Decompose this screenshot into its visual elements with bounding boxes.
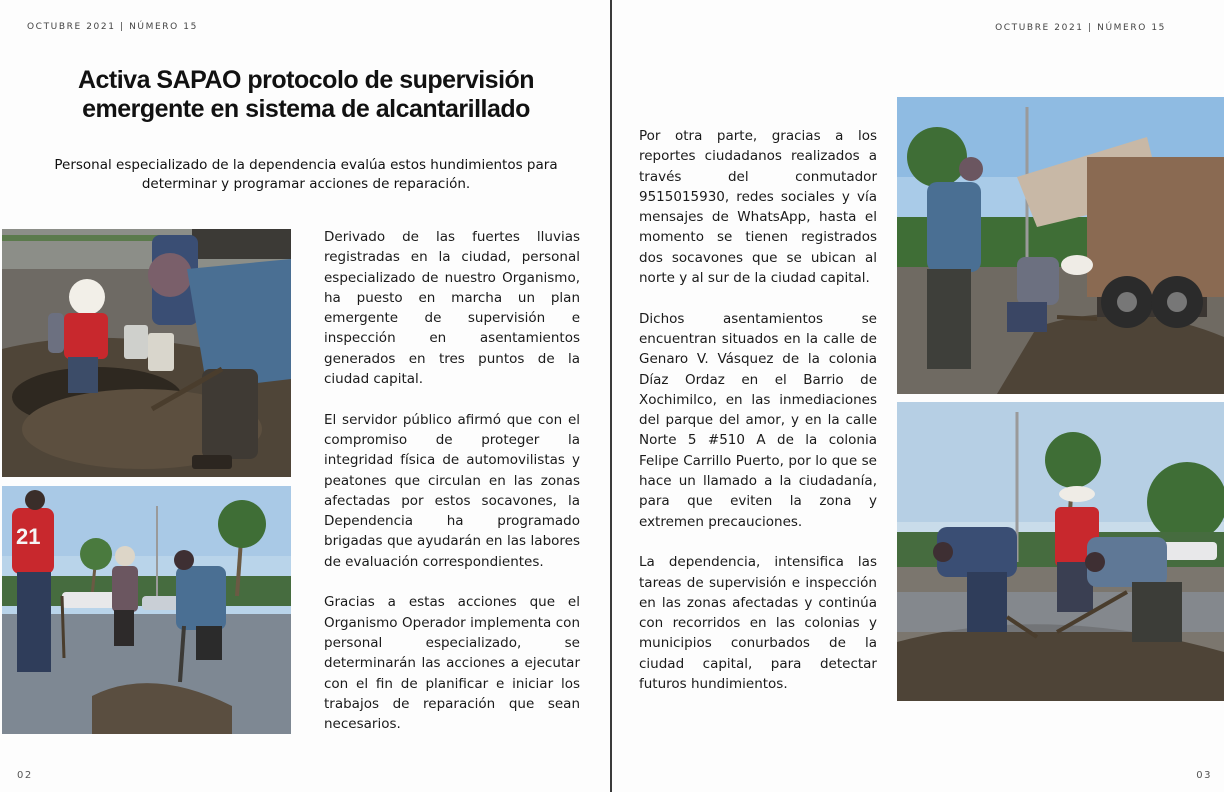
issue-header: OCTUBRE 2021 | NÚMERO 15 xyxy=(27,22,198,32)
right-page xyxy=(612,0,1224,792)
paragraph: La dependencia, intensifica las tareas de supervisión e inspección en las zonas afectadas y continúa con recorridos en las colonias y municipios conurbados de la ciudad capital, para detectar futuros hundimientos. xyxy=(639,554,877,693)
title-line-2: emergente en sistema de alcantarillado xyxy=(82,95,530,123)
title-line-1: Activa SAPAO protocolo de supervisión xyxy=(77,66,535,94)
page-number: 02 xyxy=(17,770,33,781)
paragraph: Gracias a estas acciones que el Organismo Operador implementa con personal especializado, se determinarán las acciones a ejecutar con el fin de planificar e iniciar los trabajos de reparación que sean necesarios. xyxy=(324,594,580,733)
photo-dump-truck xyxy=(897,97,1224,394)
paragraph: El servidor público afirmó que con el compromiso de proteger la integridad física de automovilistas y peatones que circulan en las zonas afectadas por estos socavones, la Dependencia ha programado brigadas que ayudarán en las labores de evaluación correspondientes. xyxy=(324,411,580,570)
article-title xyxy=(40,66,572,124)
issue-header: OCTUBRE 2021 | NÚMERO 15 xyxy=(995,23,1166,33)
jersey-number: 21 xyxy=(16,524,41,549)
article-subtitle: Personal especializado de la dependencia evalúa estos hundimientos para determinar y programar acciones de reparación. xyxy=(54,157,558,192)
photo-flooded-street xyxy=(2,486,291,734)
article-body-right xyxy=(639,126,877,715)
page-number: 03 xyxy=(1196,770,1212,781)
paragraph: Dichos asentamientos se encuentran situados en la calle de Genaro V. Vásquez de la colonia Díaz Ordaz en el Barrio de Xochimilco, en las inmediaciones del parque del amor, y en la calle Norte 5 #510 A de la colonia Felipe Carrillo Puerto, por lo que se hace un llamado a la ciudadanía, para que eviten la zona y extremen precauciones. xyxy=(639,310,877,530)
photo-workers-digging xyxy=(897,402,1224,701)
paragraph: Derivado de las fuertes lluvias registradas en la ciudad, personal especializado de nuestro Organismo, ha puesto en marcha un plan emergente de supervisión e inspección en asentamientos generados en tres puntos de la ciudad capital. xyxy=(324,229,580,388)
photo-workers-sinkhole xyxy=(2,229,291,477)
article-body-left xyxy=(324,227,580,755)
paragraph: Por otra parte, gracias a los reportes ciudadanos realizados a través del conmutador 9515015930, redes sociales y vía mensajes de WhatsApp, hasta el momento se tienen registrados dos socavones que se ubican al norte y al sur de la ciudad capital. xyxy=(639,128,877,287)
left-page xyxy=(0,0,610,792)
